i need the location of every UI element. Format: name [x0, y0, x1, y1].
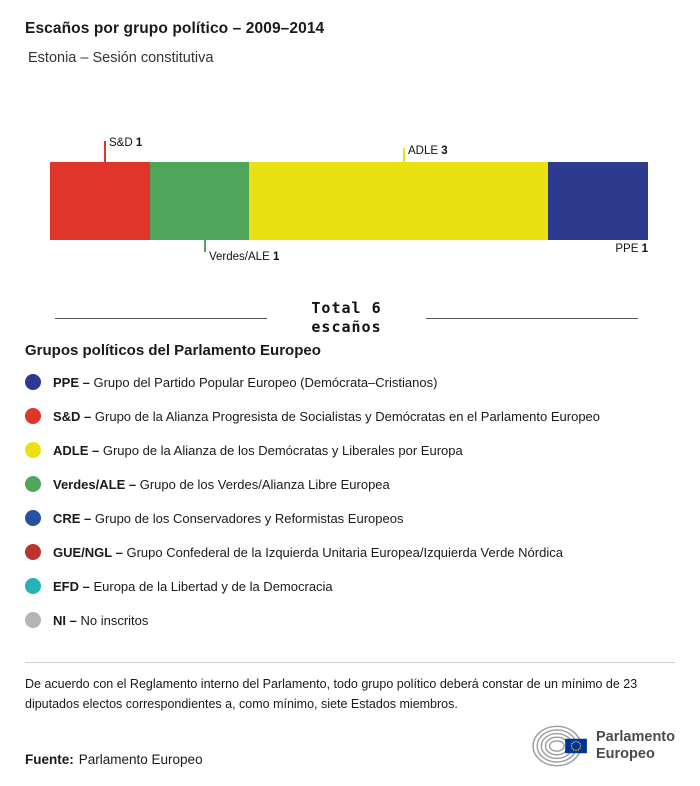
legend-heading: Grupos políticos del Parlamento Europeo — [25, 342, 321, 359]
logo-wordmark-line2: Europeo — [596, 746, 655, 762]
leader-line-verdes-ale — [204, 240, 206, 252]
legend-item-efd — [25, 569, 675, 603]
bar-label-ppe-seats: 1 — [641, 243, 648, 255]
bar-segment-s-d — [50, 162, 150, 240]
footnote-text: De acuerdo con el Reglamento interno del Parlamento, todo grupo político deberá constar de un mínimo de 23 diputados electos correspondientes a, como mínimo, siete Estados miembros. — [25, 677, 638, 711]
legend-item-s-d — [25, 399, 675, 433]
legend-item-ppe — [25, 365, 675, 399]
legend-label-adle: ADLE – Grupo de la Alianza de los Demócratas y Liberales por Europa — [53, 442, 463, 458]
bar-segment-adle — [249, 162, 548, 240]
legend-color-dot-efd — [25, 578, 41, 594]
bar-label-verdes-ale — [209, 251, 279, 263]
total-rule-left — [55, 318, 267, 319]
legend-label-gue-ngl: GUE/NGL – Grupo Confederal de la Izquierda Unitaria Europea/Izquierda Verde Nórdica — [53, 544, 563, 560]
source-label: Fuente: — [25, 752, 74, 767]
seats-bar — [50, 162, 648, 240]
legend-color-dot-s-d — [25, 408, 41, 424]
european-parliament-logo — [532, 724, 675, 768]
bar-label-ppe-group: PPE — [615, 243, 639, 255]
source-value: Parlamento Europeo — [78, 752, 203, 767]
bar-label-verdes-seats: 1 — [272, 251, 280, 263]
leader-line-adle — [403, 148, 405, 162]
total-seats-label — [267, 299, 425, 337]
legend-label-cre: CRE – Grupo de los Conservadores y Reformistas Europeos — [53, 510, 404, 526]
legend-label-ni: NI – No inscritos — [53, 612, 149, 628]
legend-label-verdes-ale: Verdes/ALE – Grupo de los Verdes/Alianza Libre Europea — [53, 476, 390, 492]
bar-label-adle-group: ADLE — [408, 145, 439, 157]
seats-chart — [0, 135, 700, 270]
source-line — [25, 752, 203, 767]
leader-line-sd — [104, 141, 106, 162]
logo-wordmark — [596, 729, 675, 762]
legend-item-cre — [25, 501, 675, 535]
hemicycle-eu-flag-icon — [532, 724, 590, 768]
bar-label-sd-group: S&D — [109, 137, 133, 149]
legend-color-dot-gue-ngl — [25, 544, 41, 560]
total-rule-right — [426, 318, 638, 319]
bar-segment-verdes-ale — [150, 162, 250, 240]
total-seats-line2: escaños — [311, 318, 382, 336]
legend-color-dot-verdes-ale — [25, 476, 41, 492]
page-subtitle: Estonia – Sesión constitutiva — [28, 50, 214, 66]
bar-label-sd — [109, 137, 142, 149]
legend-item-adle — [25, 433, 675, 467]
legend-label-s-d: S&D – Grupo de la Alianza Progresista de Socialistas y Demócratas en el Parlamento Europeo — [53, 408, 601, 424]
bar-label-sd-seats: 1 — [135, 137, 143, 149]
legend-color-dot-ppe — [25, 374, 41, 390]
legend-color-dot-ni — [25, 612, 41, 628]
legend-item-verdes-ale — [25, 467, 675, 501]
page-title: Escaños por grupo político – 2009–2014 — [25, 20, 325, 37]
legend-color-dot-adle — [25, 442, 41, 458]
legend-label-efd: EFD – Europa de la Libertad y de la Democracia — [53, 578, 333, 594]
bar-label-adle — [408, 145, 448, 157]
total-seats-line1: Total 6 — [311, 299, 382, 318]
legend-item-ni — [25, 603, 675, 637]
bar-label-verdes-group: Verdes/ALE — [209, 251, 270, 263]
bar-label-ppe — [615, 243, 648, 255]
legend-color-dot-cre — [25, 510, 41, 526]
logo-wordmark-line1: Parlamento — [596, 729, 675, 746]
bar-segment-ppe — [548, 162, 648, 240]
total-seats-row — [55, 300, 638, 336]
legend-item-gue-ngl — [25, 535, 675, 569]
footer-divider — [25, 662, 675, 663]
legend-list — [25, 365, 675, 637]
legend-label-ppe: PPE – Grupo del Partido Popular Europeo (Demócrata–Cristianos) — [53, 374, 438, 390]
bar-label-adle-seats: 3 — [441, 145, 448, 157]
